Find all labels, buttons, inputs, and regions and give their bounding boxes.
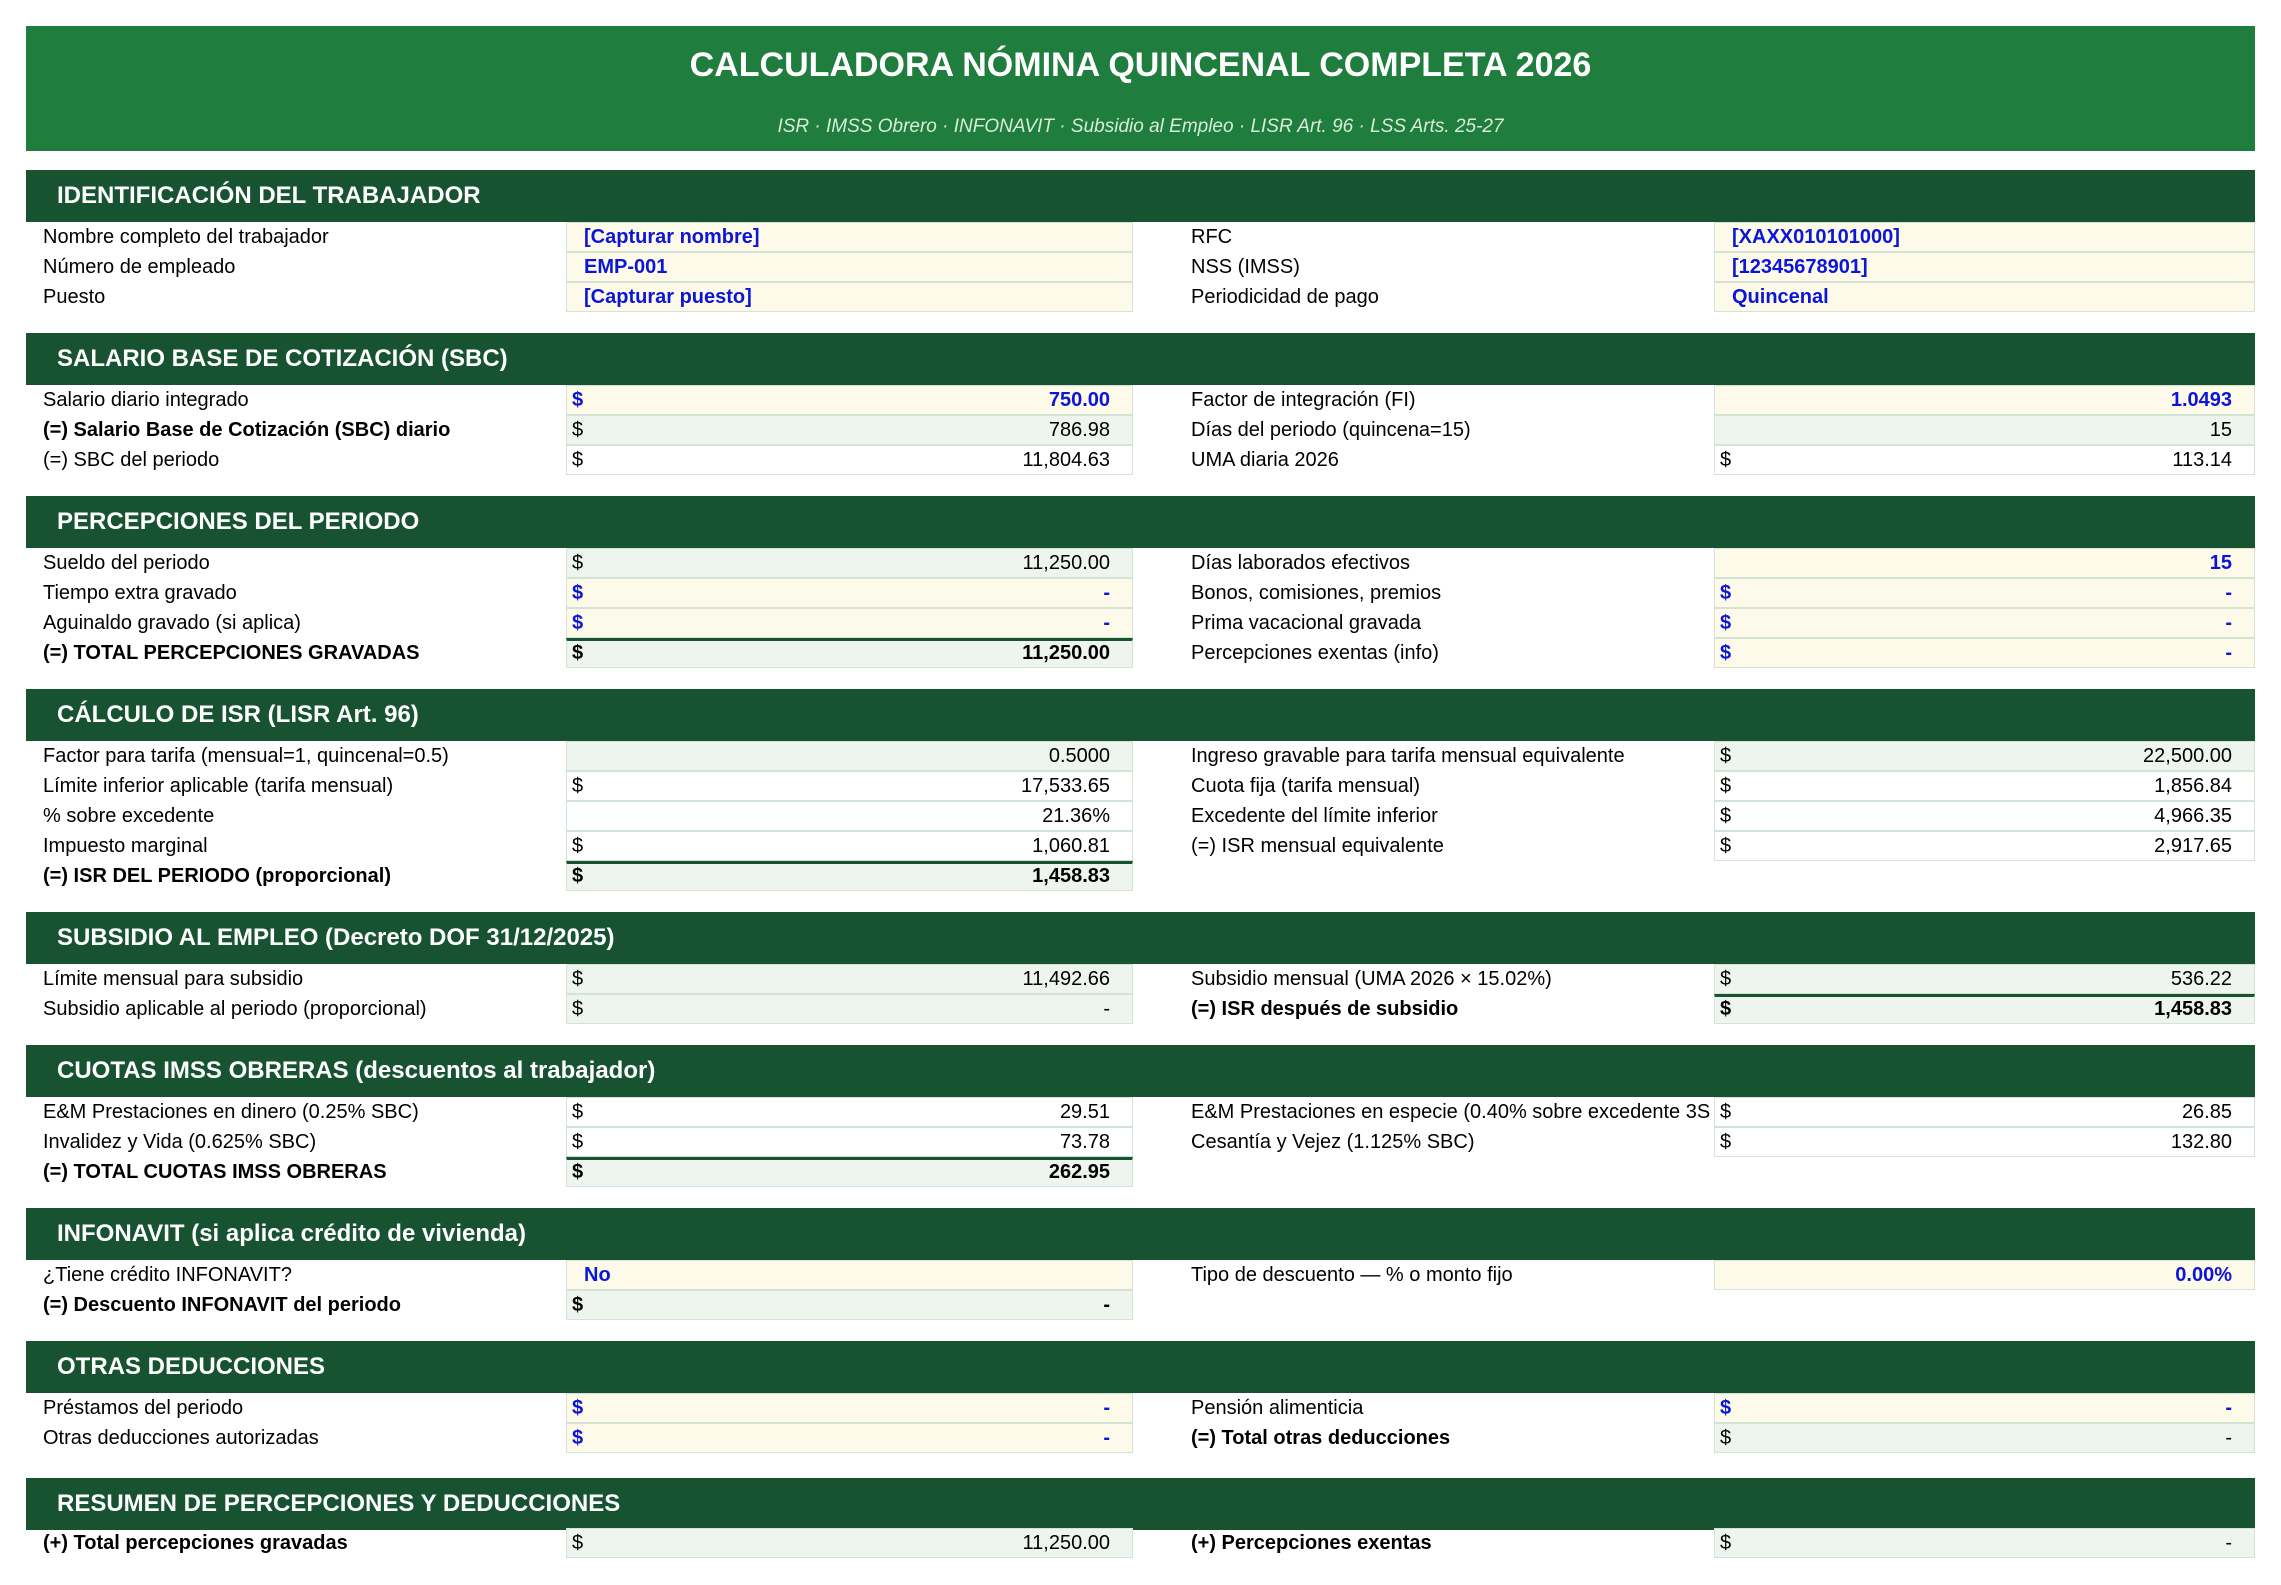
total-otras-label: (=) Total otras deducciones: [1191, 1427, 1451, 1449]
currency-sign: $: [1720, 775, 1732, 797]
row-extra: [26, 578, 2255, 608]
rfc-input[interactable]: [XAXX010101000]: [1714, 222, 2255, 252]
row-puesto: [26, 282, 2255, 312]
otras-autorizadas-input[interactable]: $ -: [566, 1423, 1133, 1453]
cuota-fija-value: $ 1,856.84: [1714, 771, 2255, 801]
sueldo-label: Sueldo del periodo: [43, 552, 210, 574]
currency-sign: $: [572, 552, 584, 574]
descuento-infonavit-value: $ -: [566, 1290, 1133, 1320]
puesto-input[interactable]: [Capturar puesto]: [566, 282, 1133, 312]
currency-sign: $: [1720, 1427, 1732, 1449]
total-imss-label: (=) TOTAL CUOTAS IMSS OBRERAS: [43, 1161, 387, 1183]
resumen-percepciones-value: $ 11,250.00: [566, 1528, 1133, 1558]
row-limite: [26, 771, 2255, 801]
total-percepciones-value: $ 11,250.00: [566, 638, 1133, 668]
currency-sign: $: [572, 1294, 584, 1316]
subsidio-mensual-label: Subsidio mensual (UMA 2026 × 15.02%): [1191, 968, 1552, 990]
pct-value: 21.36%: [566, 801, 1133, 831]
cuota-fija-label: Cuota fija (tarifa mensual): [1191, 775, 1420, 797]
periodicidad-input[interactable]: Quincenal: [1714, 282, 2255, 312]
subsidio-aplicable-value: $ -: [566, 994, 1133, 1024]
isr-periodo-value: $ 1,458.83: [566, 861, 1133, 891]
rfc-label: RFC: [1191, 226, 1233, 248]
total-otras-value: $ -: [1714, 1423, 2255, 1453]
currency-sign: $: [572, 582, 584, 604]
currency-sign: $: [1720, 1397, 1732, 1419]
row-em-dinero: [26, 1097, 2255, 1127]
empleado-input[interactable]: EMP-001: [566, 252, 1133, 282]
sbc-periodo-label: (=) SBC del periodo: [43, 449, 220, 471]
section-header-otras: OTRAS DEDUCCIONES: [26, 1341, 2255, 1393]
row-total-imss: [26, 1157, 2255, 1187]
row-sdi: [26, 385, 2255, 415]
nss-label: NSS (IMSS): [1191, 256, 1300, 278]
row-sbc-periodo: [26, 445, 2255, 475]
marginal-value: $ 1,060.81: [566, 831, 1133, 861]
currency-sign: $: [572, 449, 584, 471]
sbc-diario-label: (=) Salario Base de Cotización (SBC) diario: [43, 419, 451, 441]
page-title: CALCULADORA NÓMINA QUINCENAL COMPLETA 2026: [689, 46, 1592, 84]
marginal-label: Impuesto marginal: [43, 835, 208, 857]
row-total-percepciones: [26, 638, 2255, 668]
subsidio-aplicable-label: Subsidio aplicable al periodo (proporcional): [43, 998, 427, 1020]
currency-sign: $: [1720, 449, 1732, 471]
pension-input[interactable]: $ -: [1714, 1393, 2255, 1423]
row-pct: [26, 801, 2255, 831]
extra-label: Tiempo extra gravado: [43, 582, 237, 604]
fi-input[interactable]: 1.0493: [1714, 385, 2255, 415]
isr-periodo-label: (=) ISR DEL PERIODO (proporcional): [43, 865, 391, 887]
empleado-label: Número de empleado: [43, 256, 236, 278]
nombre-label: Nombre completo del trabajador: [43, 226, 329, 248]
row-credito: [26, 1260, 2255, 1290]
resumen-exentas-value: $ -: [1714, 1528, 2255, 1558]
currency-sign: $: [572, 998, 584, 1020]
prima-label: Prima vacacional gravada: [1191, 612, 1422, 634]
currency-sign: $: [1720, 745, 1732, 767]
currency-sign: $: [572, 835, 584, 857]
row-empleado: [26, 252, 2255, 282]
dias-laborados-input[interactable]: 15: [1714, 548, 2255, 578]
row-sueldo: [26, 548, 2255, 578]
limite-value: $ 17,533.65: [566, 771, 1133, 801]
row-nombre: [26, 222, 2255, 252]
row-isr-periodo: [26, 861, 2255, 891]
sdi-input[interactable]: $ 750.00: [566, 385, 1133, 415]
page-subtitle: ISR · IMSS Obrero · INFONAVIT · Subsidio al Empleo · LISR Art. 96 · LSS Arts. 25-27: [777, 116, 1504, 137]
section-header-subsidio: SUBSIDIO AL EMPLEO (Decreto DOF 31/12/2025): [26, 912, 2255, 964]
row-invalidez: [26, 1127, 2255, 1157]
row-sbc-diario: [26, 415, 2255, 445]
aguinaldo-label: Aguinaldo gravado (si aplica): [43, 612, 301, 634]
section-header-isr: CÁLCULO DE ISR (LISR Art. 96): [26, 689, 2255, 741]
currency-sign: $: [1720, 1532, 1732, 1554]
subsidio-mensual-value: $ 536.22: [1714, 964, 2255, 994]
em-especie-value: $ 26.85: [1714, 1097, 2255, 1127]
currency-sign: $: [572, 1101, 584, 1123]
section-header-percepciones: PERCEPCIONES DEL PERIODO: [26, 496, 2255, 548]
currency-sign: $: [1720, 805, 1732, 827]
cv-value: $ 132.80: [1714, 1127, 2255, 1157]
puesto-label: Puesto: [43, 286, 106, 308]
nss-input[interactable]: [12345678901]: [1714, 252, 2255, 282]
currency-sign: $: [572, 419, 584, 441]
row-marginal: [26, 831, 2255, 861]
excedente-value: $ 4,966.35: [1714, 801, 2255, 831]
cv-label: Cesantía y Vejez (1.125% SBC): [1191, 1131, 1475, 1153]
currency-sign: $: [572, 1532, 584, 1554]
resumen-percepciones-label: (+) Total percepciones gravadas: [43, 1532, 348, 1554]
currency-sign: $: [572, 1397, 584, 1419]
nombre-input[interactable]: [Capturar nombre]: [566, 222, 1133, 252]
factor-value: 0.5000: [566, 741, 1133, 771]
pension-label: Pensión alimenticia: [1191, 1397, 1364, 1419]
excedente-label: Excedente del límite inferior: [1191, 805, 1438, 827]
currency-sign: $: [572, 642, 584, 664]
isr-mensual-label: (=) ISR mensual equivalente: [1191, 835, 1444, 857]
currency-sign: $: [572, 389, 584, 411]
title-banner: [26, 26, 2255, 151]
exentas-label: Percepciones exentas (info): [1191, 642, 1439, 664]
total-imss-value: $ 262.95: [566, 1157, 1133, 1187]
currency-sign: $: [572, 775, 584, 797]
limite-subsidio-label: Límite mensual para subsidio: [43, 968, 304, 990]
dias-periodo-value: 15: [1714, 415, 2255, 445]
isr-despues-value: $ 1,458.83: [1714, 994, 2255, 1024]
credito-input[interactable]: No: [566, 1260, 1133, 1290]
sdi-label: Salario diario integrado: [43, 389, 249, 411]
row-factor: [26, 741, 2255, 771]
row-prestamos: [26, 1393, 2255, 1423]
currency-sign: $: [572, 1161, 584, 1183]
aguinaldo-input[interactable]: $ -: [566, 608, 1133, 638]
periodicidad-label: Periodicidad de pago: [1191, 286, 1379, 308]
row-descuento-infonavit: [26, 1290, 2255, 1320]
total-percepciones-label: (=) TOTAL PERCEPCIONES GRAVADAS: [43, 642, 420, 664]
section-header-resumen: RESUMEN DE PERCEPCIONES Y DEDUCCIONES: [26, 1478, 2255, 1530]
pct-label: % sobre excedente: [43, 805, 215, 827]
tipo-descuento-label: Tipo de descuento — % o monto fijo: [1191, 1264, 1513, 1286]
iv-label: Invalidez y Vida (0.625% SBC): [43, 1131, 317, 1153]
em-dinero-label: E&M Prestaciones en dinero (0.25% SBC): [43, 1101, 419, 1123]
prima-input[interactable]: $ -: [1714, 608, 2255, 638]
isr-despues-label: (=) ISR después de subsidio: [1191, 998, 1459, 1020]
bonos-input[interactable]: $ -: [1714, 578, 2255, 608]
ingreso-label: Ingreso gravable para tarifa mensual equivalente: [1191, 745, 1625, 767]
prestamos-input[interactable]: $ -: [566, 1393, 1133, 1423]
tipo-descuento-input[interactable]: 0.00%: [1714, 1260, 2255, 1290]
row-aguinaldo: [26, 608, 2255, 638]
fi-label: Factor de integración (FI): [1191, 389, 1416, 411]
sueldo-value: $ 11,250.00: [566, 548, 1133, 578]
currency-sign: $: [572, 1427, 584, 1449]
row-resumen-percepciones: [26, 1528, 2255, 1558]
currency-sign: $: [1720, 1131, 1732, 1153]
currency-sign: $: [1720, 835, 1732, 857]
currency-sign: $: [572, 612, 584, 634]
section-header-imss: CUOTAS IMSS OBRERAS (descuentos al trabajador): [26, 1045, 2255, 1097]
exentas-input[interactable]: $ -: [1714, 638, 2255, 668]
extra-input[interactable]: $ -: [566, 578, 1133, 608]
em-especie-label: E&M Prestaciones en especie (0.40% sobre excedente 3S: [1191, 1101, 1711, 1123]
otras-autorizadas-label: Otras deducciones autorizadas: [43, 1427, 319, 1449]
descuento-infonavit-label: (=) Descuento INFONAVIT del periodo: [43, 1294, 401, 1316]
currency-sign: $: [572, 865, 584, 887]
uma-value: $ 113.14: [1714, 445, 2255, 475]
resumen-exentas-label: (+) Percepciones exentas: [1191, 1532, 1432, 1554]
sbc-periodo-value: $ 11,804.63: [566, 445, 1133, 475]
currency-sign: $: [1720, 968, 1732, 990]
row-subsidio-aplicable: [26, 994, 2255, 1024]
currency-sign: $: [572, 968, 584, 990]
row-otras-autorizadas: [26, 1423, 2255, 1453]
currency-sign: $: [572, 1131, 584, 1153]
limite-subsidio-value: $ 11,492.66: [566, 964, 1133, 994]
currency-sign: $: [1720, 612, 1732, 634]
currency-sign: $: [1720, 582, 1732, 604]
currency-sign: $: [1720, 642, 1732, 664]
row-limite-subsidio: [26, 964, 2255, 994]
isr-mensual-value: $ 2,917.65: [1714, 831, 2255, 861]
prestamos-label: Préstamos del periodo: [43, 1397, 244, 1419]
sbc-diario-value: $ 786.98: [566, 415, 1133, 445]
currency-sign: $: [1720, 1101, 1732, 1123]
dias-periodo-label: Días del periodo (quincena=15): [1191, 419, 1471, 441]
credito-label: ¿Tiene crédito INFONAVIT?: [43, 1264, 292, 1286]
iv-value: $ 73.78: [566, 1127, 1133, 1157]
ingreso-value: $ 22,500.00: [1714, 741, 2255, 771]
bonos-label: Bonos, comisiones, premios: [1191, 582, 1442, 604]
limite-label: Límite inferior aplicable (tarifa mensual): [43, 775, 394, 797]
section-header-sbc: SALARIO BASE DE COTIZACIÓN (SBC): [26, 333, 2255, 385]
factor-label: Factor para tarifa (mensual=1, quincenal=0.5): [43, 745, 449, 767]
currency-sign: $: [1720, 998, 1732, 1020]
section-header-identificacion: IDENTIFICACIÓN DEL TRABAJADOR: [26, 170, 2255, 222]
section-header-infonavit: INFONAVIT (si aplica crédito de vivienda): [26, 1208, 2255, 1260]
em-dinero-value: $ 29.51: [566, 1097, 1133, 1127]
dias-laborados-label: Días laborados efectivos: [1191, 552, 1411, 574]
uma-label: UMA diaria 2026: [1191, 449, 1339, 471]
